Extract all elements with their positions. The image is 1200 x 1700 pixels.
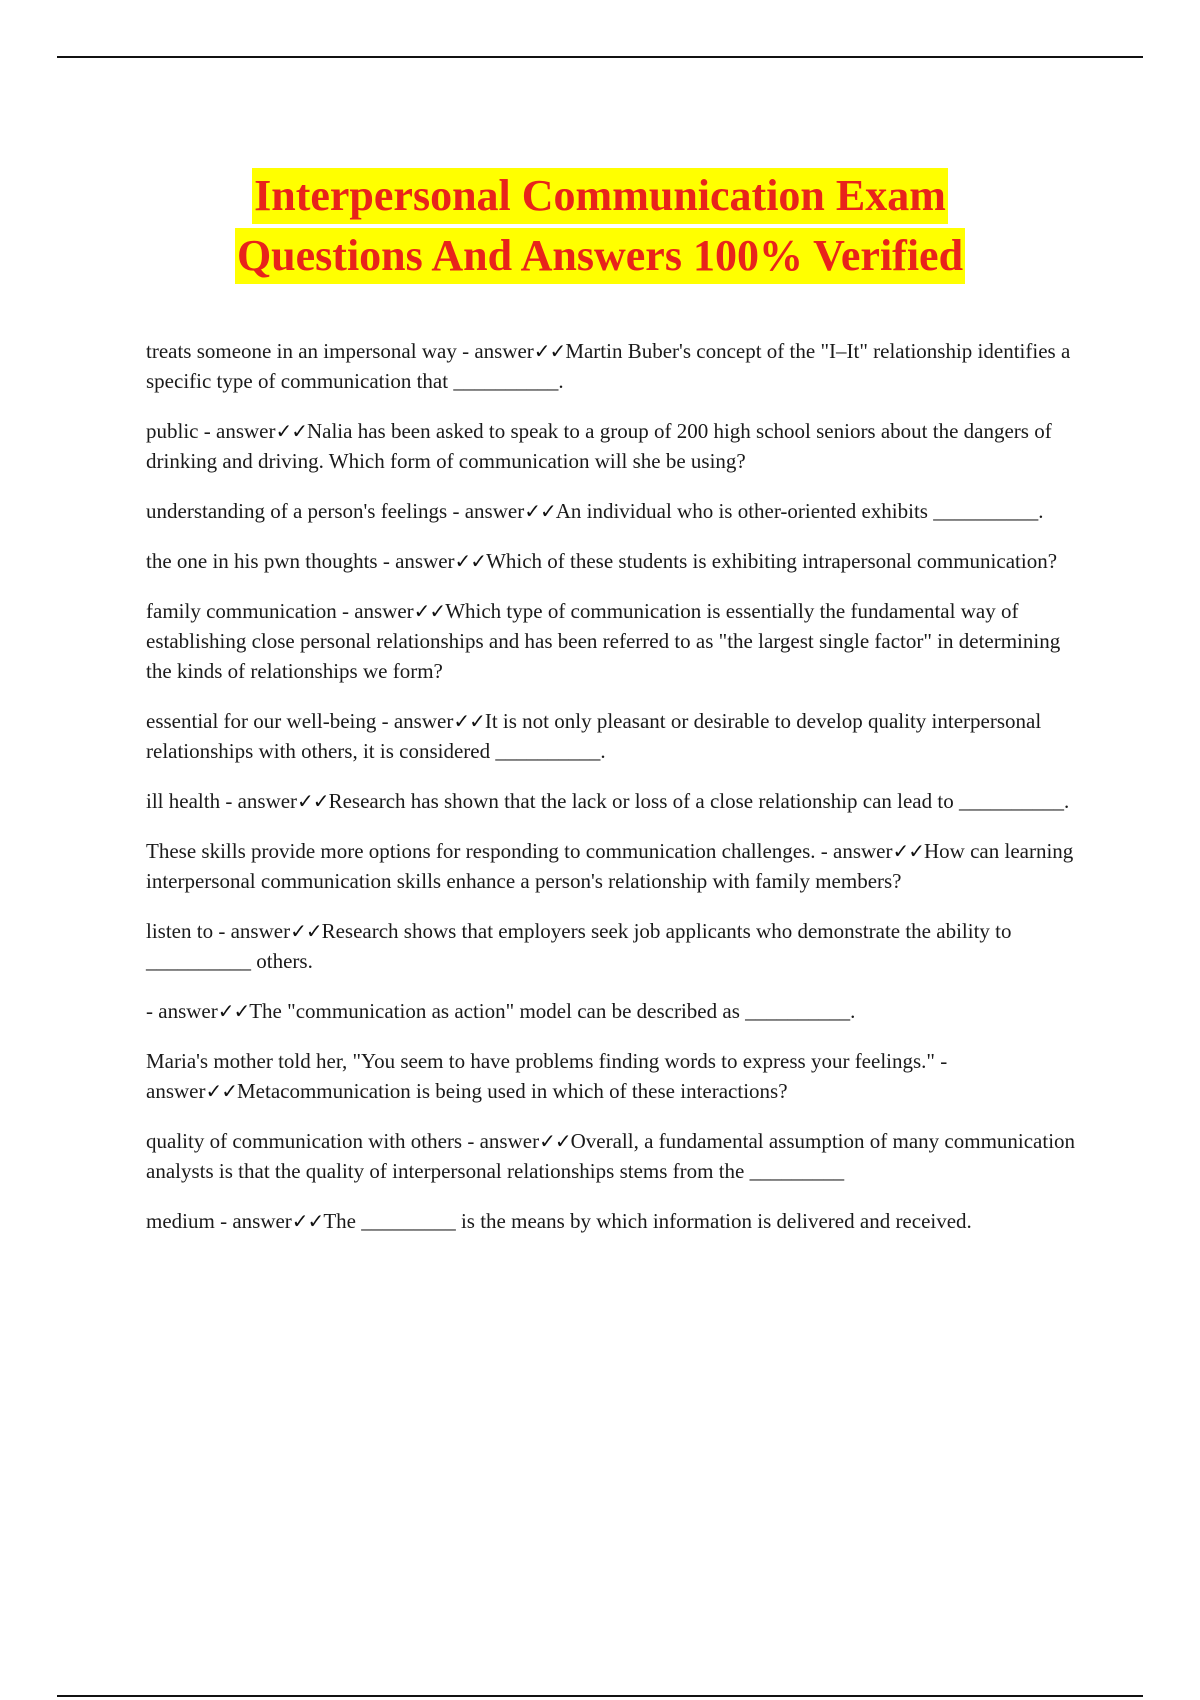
question-text: Nalia has been asked to speak to a group of 200 high school seniors about the dangers of drinking and driving. Which form of communication will she be using? [146,419,1052,473]
qa-item [146,836,1086,896]
qa-item [146,546,1086,576]
answer-separator: - answer [456,339,534,363]
answer-text: understanding of a person's feelings [146,499,448,523]
question-text: Research has shown that the lack or loss of a close relationship can lead to __________. [328,789,1070,813]
title-line-2: Questions And Answers 100% Verified [235,228,965,284]
question-text: The _________ is the means by which information is delivered and received. [323,1209,972,1233]
answer-text: quality of communication with others [146,1129,463,1153]
answer-separator: - answer [146,1049,948,1103]
question-text: Martin Buber's concept of the "I–It" relationship identifies a specific type of communication that __________. [146,339,1071,393]
double-check-icon: ✓✓ [291,1209,324,1233]
double-check-icon: ✓✓ [275,419,307,443]
qa-item [146,706,1086,766]
question-text: The "communication as action" model can be described as __________. [249,999,856,1023]
double-check-icon: ✓✓ [892,839,925,863]
qa-item [146,416,1086,476]
qa-item [146,1046,1086,1106]
question-text: Overall, a fundamental assumption of many communication analysts is that the quality of interpersonal relationships stems from the _________ [146,1129,1076,1183]
qa-item [146,916,1086,976]
answer-separator: - answer [146,999,218,1023]
question-text: Metacommunication is being used in which of these interactions? [237,1079,788,1103]
double-check-icon: ✓✓ [205,1079,237,1103]
qa-item [146,786,1086,816]
double-check-icon: ✓✓ [413,599,446,623]
double-check-icon: ✓✓ [454,549,487,573]
qa-item [146,996,1086,1026]
qa-item [146,1206,1086,1236]
answer-text: medium [146,1209,215,1233]
answer-text: listen to [146,919,214,943]
answer-text: treats someone in an impersonal way [146,339,457,363]
answer-separator: - answer [214,1209,292,1233]
answer-separator: - answer [198,419,276,443]
answer-text: essential for our well-being [146,709,377,733]
double-check-icon: ✓✓ [539,1129,571,1153]
title-line-1: Interpersonal Communication Exam [252,168,948,224]
answer-text: public [146,419,199,443]
qa-item [146,1126,1086,1186]
qa-list [146,336,1086,1256]
question-text: How can learning interpersonal communication skills enhance a person's relationship with family members? [146,839,1074,893]
answer-text: the one in his pwn thoughts [146,549,378,573]
qa-item [146,596,1086,686]
double-check-icon: ✓✓ [524,499,556,523]
bottom-rule [57,1695,1143,1697]
answer-separator: - answer [815,839,893,863]
answer-separator: - answer [447,499,525,523]
double-check-icon: ✓✓ [453,709,485,733]
question-text: It is not only pleasant or desirable to develop quality interpersonal relationships with others, it is considered __________. [146,709,1042,763]
qa-item [146,496,1086,526]
qa-item [146,336,1086,396]
answer-separator: - answer [376,709,454,733]
answer-separator: - answer [213,919,291,943]
question-text: Which of these students is exhibiting intrapersonal communication? [486,549,1058,573]
question-text: Research shows that employers seek job applicants who demonstrate the ability to __________ others. [146,919,1012,973]
question-text: An individual who is other-oriented exhibits __________. [555,499,1044,523]
double-check-icon: ✓✓ [217,999,250,1023]
double-check-icon: ✓✓ [533,339,566,363]
answer-separator: - answer [462,1129,540,1153]
answer-text: Maria's mother told her, "You seem to have problems finding words to express your feelings." [146,1049,935,1073]
answer-separator: - answer [336,599,414,623]
double-check-icon: ✓✓ [290,919,322,943]
question-text: Which type of communication is essentially the fundamental way of establishing close personal relationships and has been referred to as "the largest single factor" in determining the kinds of relationships we form? [146,599,1061,683]
double-check-icon: ✓✓ [297,789,329,813]
answer-text: These skills provide more options for responding to communication challenges. [146,839,816,863]
answer-separator: - answer [220,789,298,813]
answer-text: family communication [146,599,337,623]
top-rule [57,56,1143,58]
document-title [0,166,1200,286]
answer-separator: - answer [377,549,455,573]
answer-text: ill health [146,789,221,813]
